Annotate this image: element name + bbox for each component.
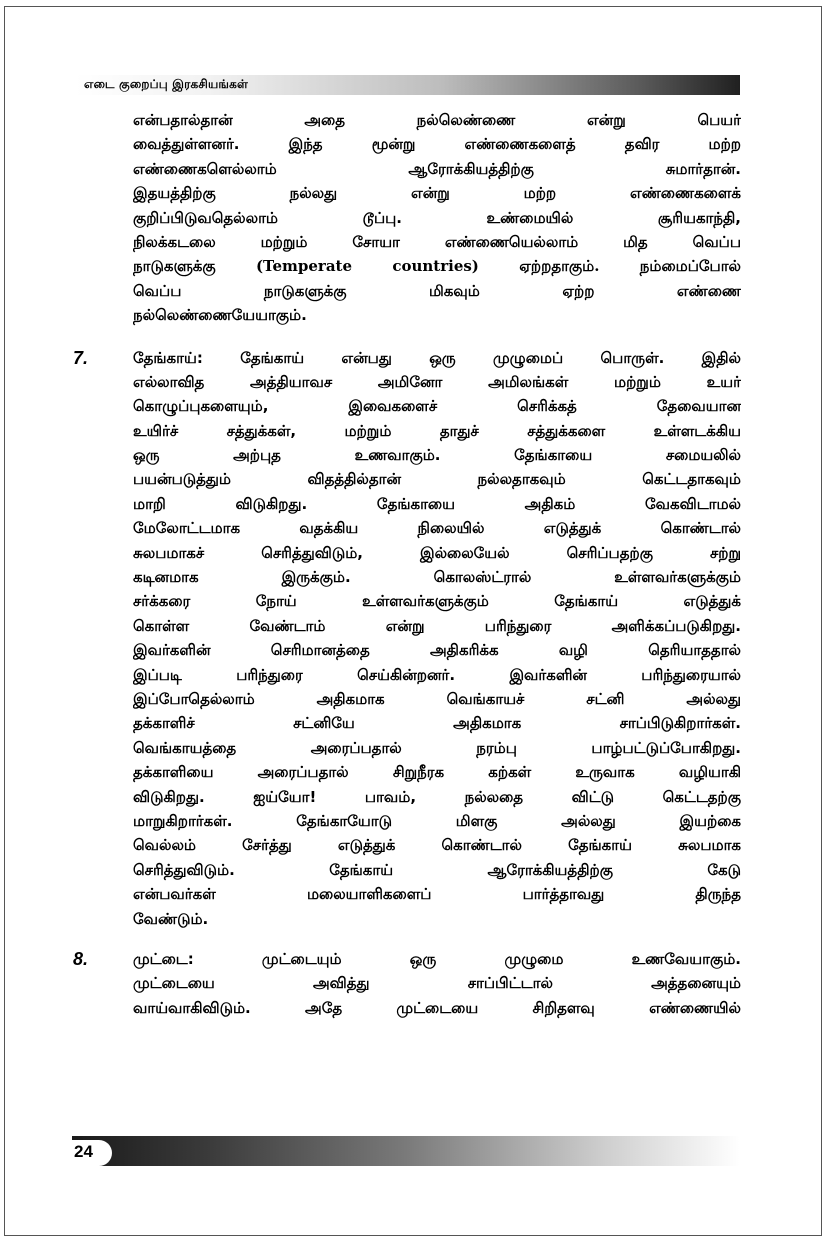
text-line: வெப்ப நாடுகளுக்கு மிகவும் ஏற்ற எண்ணை [133, 281, 741, 300]
text-line: சர்க்கரை நோய் உள்ளவர்களுக்கும் தேங்காய் எடுத்துக் [133, 592, 741, 611]
text-line: எண்ணைகளெல்லாம் ஆரோக்கியத்திற்கு சுமார்தான். [133, 159, 741, 178]
text-line: நல்லெண்ணையேயாகும். [133, 306, 307, 325]
page-number: 24 [74, 1142, 93, 1161]
text-line: என்பதால்தான் அதை நல்லெண்ணை என்று பெயர் [133, 111, 741, 129]
text-line: மேலோட்டமாக வதக்கிய நிலையில் எடுத்துக் கொண்டால் [133, 519, 741, 538]
text-line: விடுகிறது. ஐய்யோ! பாவம், நல்லதை விட்டு கெட்டதற்கு [133, 787, 741, 806]
text-line: வேண்டும். [133, 909, 209, 928]
text-line: கொள்ள வேண்டாம் என்று பரிந்துரை அளிக்கப்படுகிறது. [133, 616, 741, 635]
text-line: முட்டையை அவித்து சாப்பிட்டால் அத்தனையும் [133, 974, 741, 993]
text-line: ஒரு அற்புத உணவாகும். தேங்காயை சமையலில் [133, 446, 741, 465]
text-line: உயிர்ச் சத்துக்கள், மற்றும் தாதுச் சத்துக்களை உள்ளடக்கிய [133, 421, 741, 440]
paragraph-intro [133, 108, 741, 328]
text-line: இவர்களின் செரிமானத்தை அதிகரிக்க வழி தெரியாததால் [133, 641, 741, 660]
section-number: 7. [73, 347, 89, 368]
text-line: கடினமாக இருக்கும். கொலஸ்ட்ரால் உள்ளவர்களுக்கும் [133, 568, 741, 587]
text-line: எல்லாவித அத்தியாவச அமினோ அமிலங்கள் மற்றும் உயர் [133, 372, 741, 391]
section-7 [73, 346, 741, 931]
text-line: குறிப்பிடுவதெல்லாம் டூப்பு. உண்மையில் சூரியகாந்தி, [133, 208, 741, 227]
section-number: 8. [73, 948, 89, 969]
text-line: இப்படி பரிந்துரை செய்கின்றனர். இவர்களின் பரிந்துரையால் [133, 665, 741, 684]
text-line: வெங்காயத்தை அரைப்பதால் நரம்பு பாழ்பட்டுப்போகிறது. [133, 738, 741, 757]
page-body [73, 108, 741, 1020]
text-line: கொழுப்புகளையும், இவைகளைச் செரிக்கத் தேவையான [133, 397, 741, 416]
text-line: வைத்துள்ளனர். இந்த மூன்று எண்ணைகளைத் தவிர மற்ற [133, 135, 741, 154]
footer-bar [72, 1136, 740, 1166]
text-line: தக்காளியை அரைப்பதால் சிறுநீரக கற்கள் உருவாக வழியாகி [133, 763, 741, 782]
text-line: இப்போதெல்லாம் அதிகமாக வெங்காயச் சட்னி அல்லது [133, 689, 741, 708]
text-line: முட்டை: முட்டையும் ஒரு முழுமை உணவேயாகும். [133, 949, 741, 968]
text-line: நிலக்கடலை மற்றும் சோயா எண்ணையெல்லாம் மித வெப்ப [133, 232, 741, 251]
text-line: என்பவர்கள் மலையாளிகளைப் பார்த்தாவது திருந்த [133, 885, 741, 904]
text-line: தக்காளிச் சட்னியே அதிகமாக சாப்பிடுகிறார்கள். [133, 714, 741, 733]
text-line: பயன்படுத்தும் விதத்தில்தான் நல்லதாகவும் கெட்டதாகவும் [133, 470, 741, 489]
text-line: மாறி விடுகிறது. தேங்காயை அதிகம் வேகவிடாமல் [133, 494, 741, 513]
text-line: மாறுகிறார்கள். தேங்காயோடு மிளகு அல்லது இயற்கை [133, 811, 741, 830]
text-line: சுலபமாகச் செரித்துவிடும், இல்லையேல் செரிப்பதற்கு சற்று [133, 543, 741, 562]
running-header-title: எடை குறைப்பு இரகசியங்கள் [84, 77, 249, 91]
text-line: இதயத்திற்கு நல்லது என்று மற்ற எண்ணைகளைக் [133, 184, 741, 203]
text-line: வாய்வாகிவிடும். அதே முட்டையை சிறிதளவு எண்ணையில் [133, 998, 741, 1017]
text-line: வெல்லம் சேர்த்து எடுத்துக் கொண்டால் தேங்காய் சுலபமாக [133, 836, 741, 855]
section-8 [73, 947, 741, 1020]
text-line: தேங்காய்: தேங்காய் என்பது ஒரு முழுமைப் பொருள். இதில் [133, 348, 741, 367]
text-line: செரித்துவிடும். தேங்காய் ஆரோக்கியத்திற்கு கேடு [133, 860, 741, 879]
text-line: நாடுகளுக்கு (Temperate countries) ஏற்றதாகும். நம்மைப்போல் [133, 257, 741, 276]
